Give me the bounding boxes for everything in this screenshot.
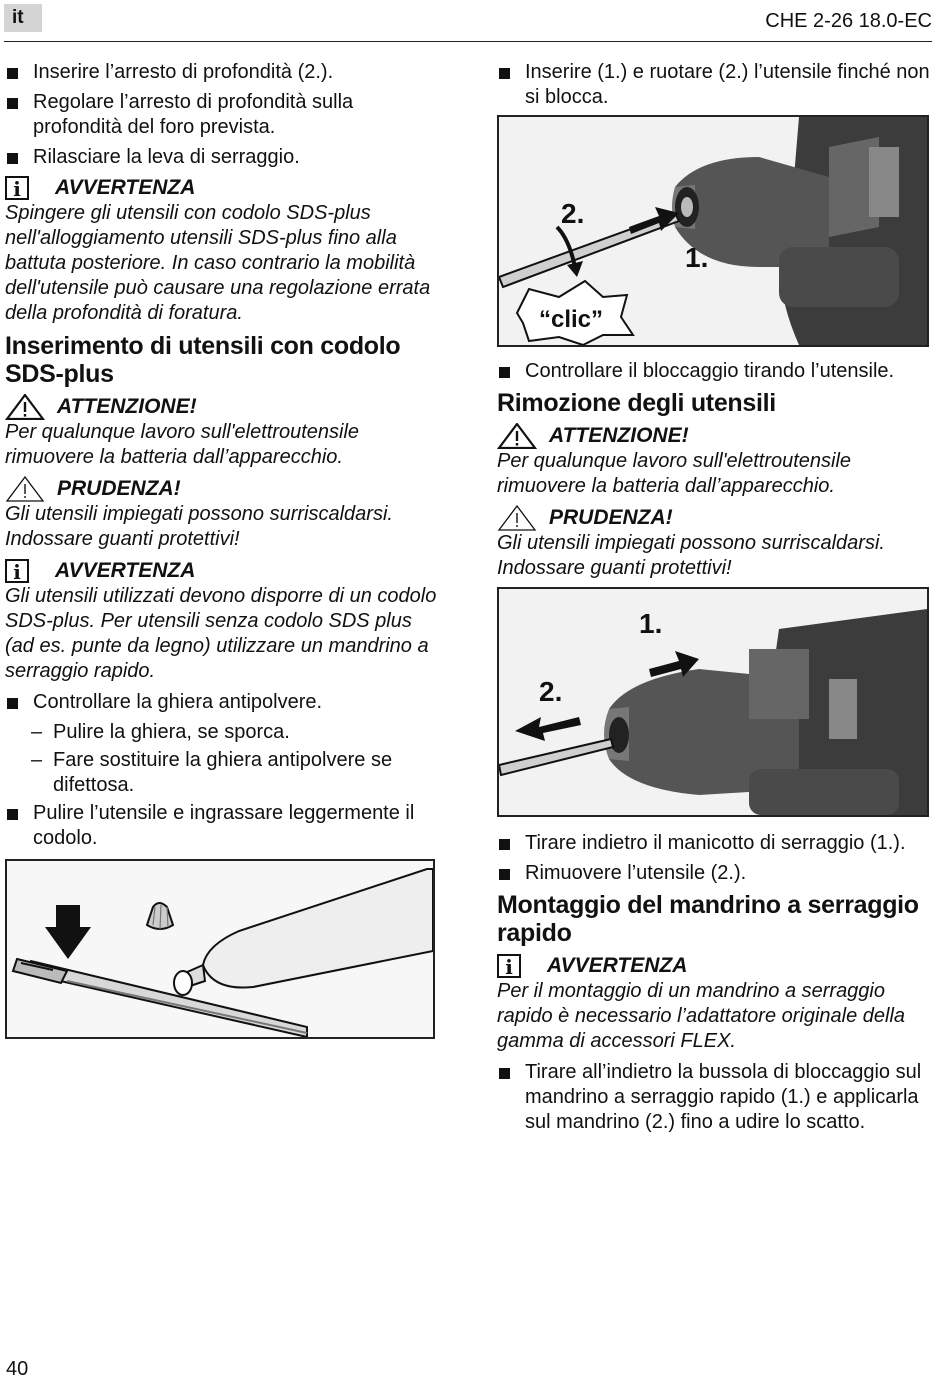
bullet-square-icon — [499, 367, 510, 378]
caution-triangle-icon — [497, 505, 537, 531]
warning-triangle-icon — [5, 394, 45, 420]
step-label: 2. — [561, 198, 585, 229]
note-text: Per il montaggio di un mandrino a serraggio rapido è necessario l’adattatore originale della gamma di accessori FLEX. — [497, 980, 906, 1052]
list-item: Inserire l’arresto di profondità (2.). — [5, 60, 445, 85]
bullet-square-icon — [499, 869, 510, 880]
bullet-square-icon — [499, 839, 510, 850]
page-number: 40 — [6, 1358, 29, 1380]
right-column — [497, 60, 937, 1140]
click-label: “clic” — [539, 306, 604, 333]
warning-text: Per qualunque lavoro sull'elettroutensile rimuovere la batteria dall’apparecchio. — [5, 421, 360, 468]
section-heading: Montaggio del mandrino a serraggio rapido — [497, 891, 919, 947]
note-text: Gli utensili utilizzati devono disporre di un codolo SDS-plus. Per utensili senza codolo SDS plus (ad es. punte da legno) utilizzare un mandrino a serraggio rapido. — [5, 585, 437, 682]
list-item: Controllare la ghiera antipolvere. — [5, 690, 445, 715]
note-text: Spingere gli utensili con codolo SDS-plus nell'alloggiamento utensili SDS-plus fino alla battuta posteriore. In caso contrario la mobilità dell'utensile può causare una regolazione errata della profondità di foratura. — [5, 202, 431, 324]
model-name: CHE 2-26 18.0-EC — [765, 10, 932, 32]
caution-text: Gli utensili impiegati possono surriscaldarsi. Indossare guanti protettivi! — [497, 532, 885, 579]
dash-icon: – — [31, 721, 43, 743]
insert-tool-illustration — [497, 115, 929, 347]
bullet-square-icon — [7, 153, 18, 164]
list-item: Regolare l’arresto di profondità sulla profondità del foro prevista. — [5, 90, 445, 140]
sub-list-item: – Pulire la ghiera, se sporca. — [31, 721, 290, 743]
list-item: Rilasciare la leva di serraggio. — [5, 145, 445, 170]
step-label: 1. — [639, 608, 663, 639]
language-tag: it — [4, 4, 42, 32]
bullet-square-icon — [499, 68, 510, 79]
left-column — [5, 60, 445, 1039]
list-item: Tirare indietro il manicotto di serraggio (1.). — [497, 831, 937, 856]
section-heading: Rimozione degli utensili — [497, 389, 776, 417]
caution-heading: PRUDENZA! — [497, 505, 937, 531]
bullet-square-icon — [7, 809, 18, 820]
step-label: 2. — [539, 676, 563, 707]
section-heading: Inserimento di utensili con codolo SDS-plus — [5, 332, 401, 388]
bullet-square-icon — [7, 98, 18, 109]
bullet-square-icon — [7, 698, 18, 709]
remove-tool-illustration — [497, 587, 929, 817]
header-divider — [4, 41, 932, 42]
caution-triangle-icon — [5, 476, 45, 502]
bullet-square-icon — [499, 1068, 510, 1079]
note-heading: i AVVERTENZA — [497, 953, 937, 979]
grease-illustration — [5, 859, 435, 1039]
list-item: Tirare all’indietro la bussola di bloccaggio sul mandrino a serraggio rapido (1.) e applicarla sul mandrino (2.) fino a udire lo scatto. — [497, 1060, 937, 1135]
warning-text: Per qualunque lavoro sull'elettroutensile rimuovere la batteria dall’apparecchio. — [497, 450, 852, 497]
info-icon — [5, 176, 29, 200]
warning-heading: ATTENZIONE! — [5, 394, 445, 420]
note-heading: i AVVERTENZA — [5, 558, 445, 584]
warning-triangle-icon — [497, 423, 537, 449]
caution-heading: PRUDENZA! — [5, 476, 445, 502]
list-item: Pulire l’utensile e ingrassare leggermente il codolo. — [5, 801, 445, 851]
step-label: 1. — [685, 242, 709, 273]
info-icon — [497, 954, 521, 978]
list-item: Rimuovere l’utensile (2.). — [497, 861, 937, 886]
warning-heading: ATTENZIONE! — [497, 423, 937, 449]
list-item: Inserire (1.) e ruotare (2.) l’utensile finché non si blocca. — [497, 60, 937, 110]
list-item: Controllare il bloccaggio tirando l’utensile. — [497, 359, 937, 384]
note-heading: i AVVERTENZA — [5, 175, 445, 201]
bullet-square-icon — [7, 68, 18, 79]
caution-text: Gli utensili impiegati possono surriscaldarsi. Indossare guanti protettivi! — [5, 503, 393, 550]
sub-list-item: – Fare sostituire la ghiera antipolvere se difettosa. — [31, 749, 393, 796]
info-icon — [5, 559, 29, 583]
dash-icon: – — [31, 749, 43, 771]
